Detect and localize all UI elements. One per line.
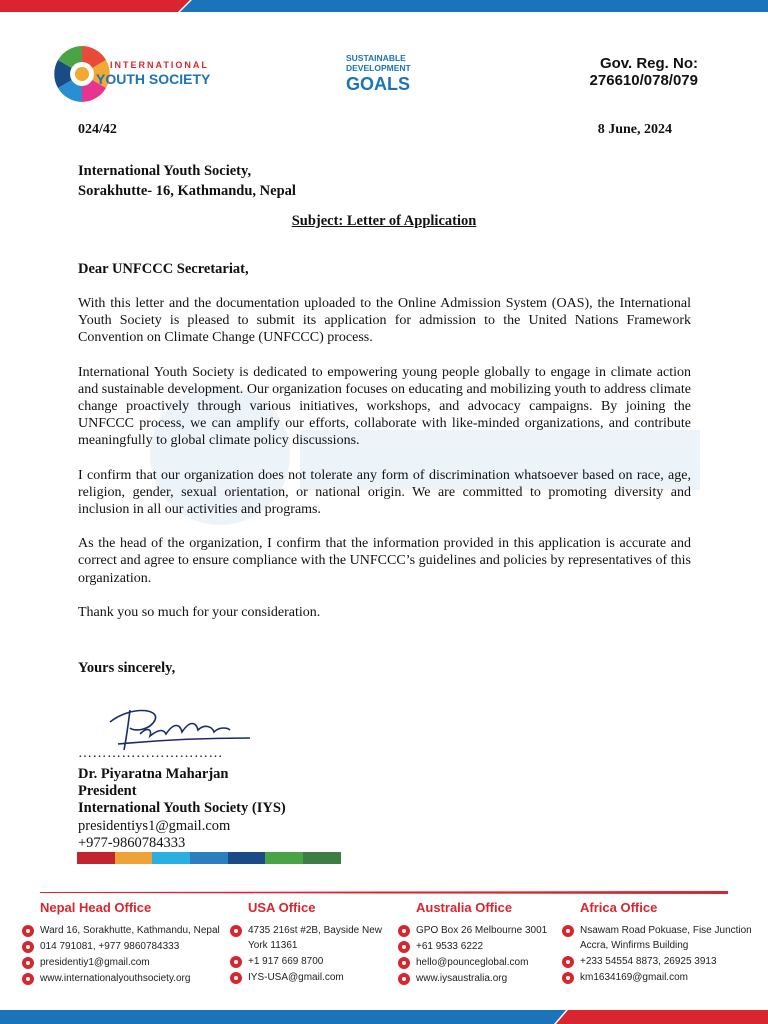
office-australia [398,900,558,987]
footer-offices [22,900,762,1000]
location-icon [562,925,574,937]
color-stripe-segment [190,852,228,864]
letter-subject: Subject: Letter of Application [291,213,477,229]
organization-logo [50,42,215,107]
svg-text:SUSTAINABLE: SUSTAINABLE [346,53,406,63]
letter-date: 8 June, 2024 [597,122,672,137]
svg-text:GOALS: GOALS [346,74,411,94]
phone-icon [230,956,242,968]
recipient-address [78,161,296,201]
paragraph: With this letter and the documentation uploaded to the Online Admission System (OAS), the International Youth Society is pleased to submit its application for admission to the United Nations Framework Convention on Climate Change (UNFCCC) process. [78,296,691,346]
office-website[interactable]: www.internationalyouthsociety.org [40,973,191,984]
office-title: Africa Office [580,900,658,915]
color-stripe-segment [228,852,266,864]
gov-reg-block [590,55,698,89]
office-title: Australia Office [416,900,513,915]
email-icon [230,972,242,984]
address-line-2: Sorakhutte- 16, Kathmandu, Nepal [78,183,296,199]
email-icon [562,972,574,984]
office-email[interactable]: IYS-USA@gmail.com [248,972,344,983]
office-email[interactable]: hello@pounceglobal.com [416,957,529,968]
location-icon [22,925,34,937]
gov-reg-label: Gov. Reg. No: [599,55,698,72]
signer-organization: International Youth Society (IYS) [78,800,286,817]
location-icon [398,925,410,937]
office-phone: +1 917 669 8700 [248,956,324,967]
svg-text:INTERNATIONAL: INTERNATIONAL [110,60,209,70]
gov-reg-number: 276610/078/079 [589,72,698,89]
signer-title: President [78,783,137,800]
phone-icon [562,956,574,968]
phone-icon [398,941,410,953]
color-stripe-segment [303,852,341,864]
reference-number: 024/42 [78,122,117,137]
svg-text:DEVELOPMENT: DEVELOPMENT [346,63,411,73]
salutation: Dear UNFCCC Secretariat, [78,261,249,277]
letter-body [78,295,691,638]
location-icon [230,925,242,937]
office-address: 4735 216st #2B, Bayside New York 11361 [248,925,382,951]
paragraph: As the head of the organization, I confirm that the information provided in this application is accurate and correct and agree to ensure compliance with the UNFCCC’s guidelines and policies by representatives of this organization. [78,536,691,586]
color-stripe [77,852,341,864]
signer-phone: +977-9860784333 [78,834,186,851]
bottom-decorative-bar [0,1010,768,1024]
office-title: Nepal Head Office [40,900,152,915]
closing: Yours sincerely, [78,660,176,676]
office-nepal [22,900,227,987]
signer-email: presidentiys1@gmail.com [78,817,231,834]
office-phone: +233 54554 8873, 26925 3913 [580,956,717,967]
email-icon [22,957,34,969]
address-line-1: International Youth Society, [78,163,252,179]
office-address: Nsawam Road Pokuase, Fise Junction Accra, Winfirms Building [580,925,752,951]
office-africa [562,900,762,986]
office-email[interactable]: km1634169@gmail.com [580,972,688,983]
globe-icon [398,973,410,985]
office-website[interactable]: www.iysaustralia.org [416,973,508,984]
color-stripe-segment [265,852,303,864]
signature-line: ………………………… [78,746,223,761]
signer-block [78,766,286,852]
office-phone: +61 9533 6222 [416,941,484,952]
paragraph: International Youth Society is dedicated to empowering young people globally to engage in climate action and sustainable development. Our organization focuses on educating and mobilizing youth to address climate change proactively through various initiatives, workshops, and advocacy campaigns. By joining the UNFCCC process, we can amplify our efforts, collaborate with like-minded organizations, and contribute meaningfully to global climate policy discussions. [78,364,691,449]
paragraph: Thank you so much for your consideration. [78,604,321,620]
office-title: USA Office [248,900,316,915]
email-icon [398,957,410,969]
phone-icon [22,941,34,953]
signer-name: Dr. Piyaratna Maharjan [78,766,229,782]
footer-divider [40,891,728,894]
paragraph: I confirm that our organization does not tolerate any form of discrimination whatsoever based on race, age, religion, gender, sexual orientation, or national origin. We are committed to promoting diversity and inclusion in all our activities and programs. [78,467,691,518]
svg-text:YOUTH SOCIETY: YOUTH SOCIETY [96,71,211,87]
office-usa [230,900,390,986]
top-decorative-bar [0,0,768,12]
office-phone: 014 791081, +977 9860784333 [40,941,180,952]
color-stripe-segment [115,852,153,864]
office-address: GPO Box 26 Melbourne 3001 [416,925,548,936]
color-stripe-segment [77,852,115,864]
sdg-logo [346,52,426,94]
office-address: Ward 16, Sorakhutte, Kathmandu, Nepal [40,925,220,936]
color-stripe-segment [152,852,190,864]
office-email[interactable]: presidentiy1@gmail.com [40,957,150,968]
globe-icon [22,973,34,985]
